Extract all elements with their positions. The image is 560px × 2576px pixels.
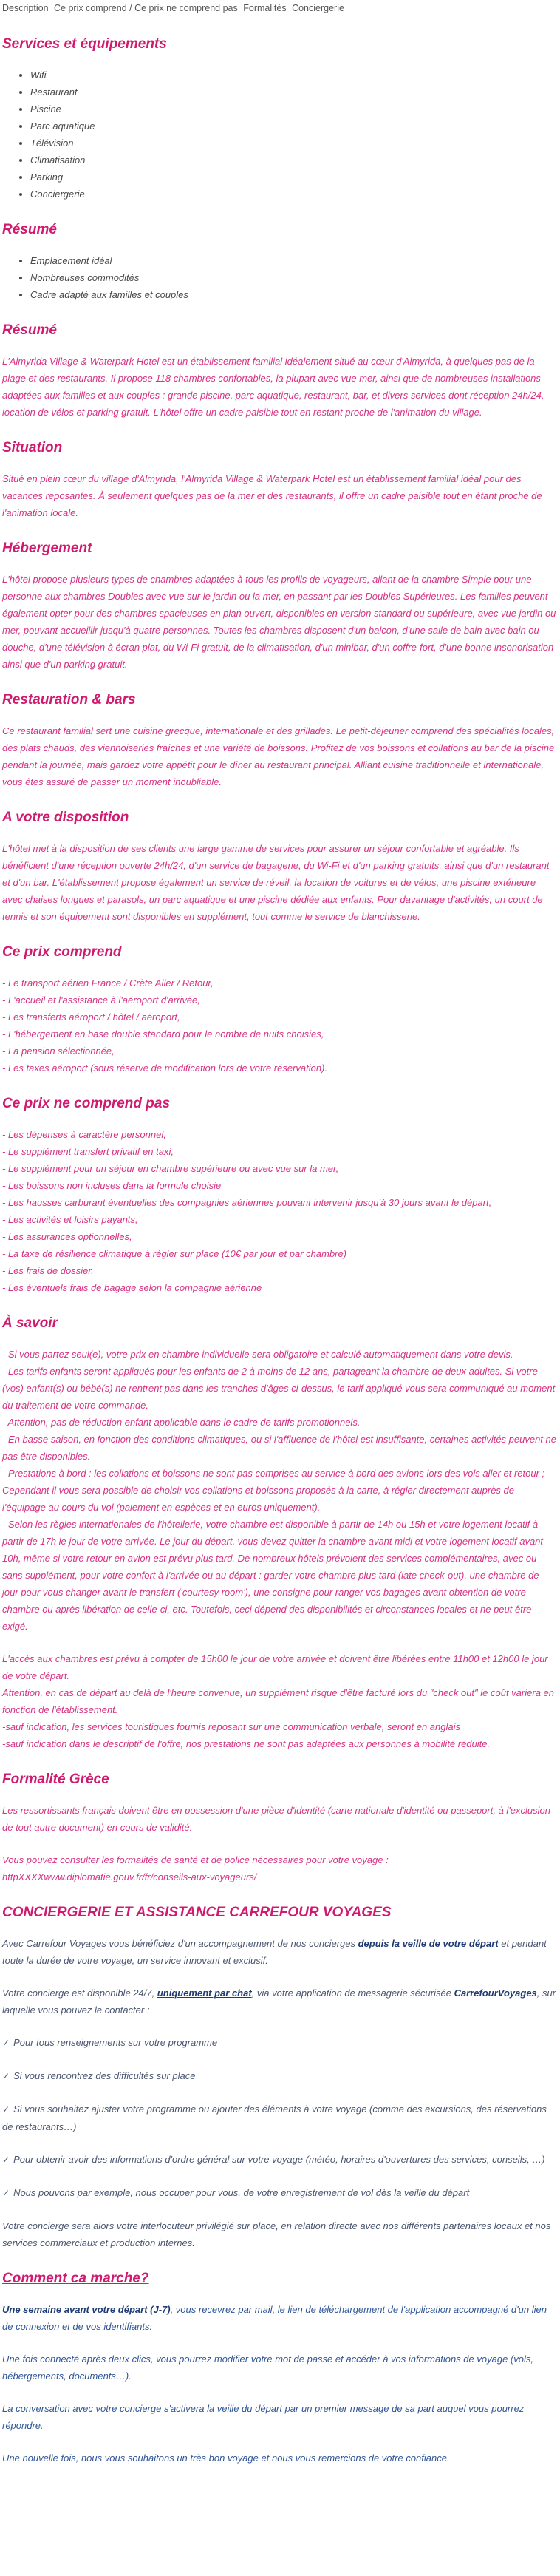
price-included-line: - Les taxes aéroport (sous réserve de modification lors de votre réservation). <box>2 1062 328 1074</box>
price-not-included-line: - La taxe de résilience climatique à régler sur place (10€ par jour et par chambre) <box>2 1248 347 1259</box>
price-included-line: - L'accueil et l'assistance à l'aéroport d'arrivée, <box>2 994 200 1006</box>
concierge-availability <box>2 1984 557 2019</box>
good-to-know-note: -sauf indication, les services touristiques fournis reposant sur une communication verbale, seront en anglais <box>2 1721 460 1732</box>
concierge-section <box>2 1903 557 2251</box>
service-item: • Télévision <box>30 135 557 152</box>
good-to-know-line: - Selon les règles internationales de l'hôtellerie, votre chambre est disponible à partir de 14h ou 15h et votre logement locatif à partir de 17h le jour de votre arrivée. Le jour du départ, vous devez quitter la chambre avant midi et votre logement locatif avant 10h, même si votre retour en avion est prévu plus tard. De nombreux hôtels prévoient des services complémentaires, avec ou sans supplément, pour votre confort à l'arrivée ou au départ : garder votre chambre plus tard (late check-out), une chambre de jour pour vous changer avant le transfert ('courtesy room'), une consigne pour ranger vos bagages avant obtention de votre chambre ou après libération de celle-ci, etc. Toutefois, ceci dépend des disponibilités et circonstances locales et ne peut être exigé. <box>2 1519 544 1632</box>
check-icon: ✓ <box>2 2104 10 2115</box>
price-not-included-line: - Les frais de dossier. <box>2 1265 94 1276</box>
highlights-list <box>2 252 557 303</box>
price-included-line: - La pension sélectionnée, <box>2 1045 115 1057</box>
service-item: • Restaurant <box>30 84 557 101</box>
price-not-included-line: - Les activités et loisirs payants, <box>2 1214 138 1225</box>
formalities-link: httpXXXXwww.diplomatie.gouv.fr/fr/conseils-aux-voyageurs/ <box>2 1871 257 1882</box>
concierge-intro-text-end: et pendant toute la durée de votre voyage, un service innovant et exclusif. <box>2 1938 547 1966</box>
price-not-included-line: - Les hausses carburant éventuelles des compagnies aériennes pouvant intervenir jusqu'à 30 jours avant le départ, <box>2 1197 492 1208</box>
concierge-title: CONCIERGERIE ET ASSISTANCE CARREFOUR VOYAGES <box>2 1905 392 1920</box>
price-not-included-line: - Les assurances optionnelles, <box>2 1231 132 1242</box>
how-it-works-step-1 <box>2 2301 557 2335</box>
service-item: • Piscine <box>30 101 557 118</box>
good-to-know-title: À savoir <box>2 1315 58 1331</box>
nav-link-formalities[interactable]: Formalités <box>243 3 287 13</box>
location-title: Situation <box>2 440 63 455</box>
concierge-check-text: Si vous rencontrez des difficultés sur place <box>13 2070 196 2081</box>
good-to-know-line: - Les tarifs enfants seront appliqués pour les enfants de 2 à moins de 12 ans, partageant la chambre de deux adultes. Si votre (vos) enfant(s) ou bébé(s) ne rentrent pas dans les tranches d'âges ci-dessus, le tarif appliqué vous sera communiqué au moment du traitement de votre commande. <box>2 1366 556 1411</box>
price-included-line: - Les transferts aéroport / hôtel / aéroport, <box>2 1011 180 1023</box>
check-icon: ✓ <box>2 2155 10 2165</box>
highlight-item: • Emplacement idéal <box>30 252 557 269</box>
good-to-know-note: -sauf indication dans le descriptif de l'offre, nos prestations ne sont pas adaptées aux personnes à mobilité réduite. <box>2 1738 491 1749</box>
check-icon: ✓ <box>2 2071 10 2081</box>
highlight-item: • Nombreuses commodités <box>30 269 557 286</box>
price-not-included-line: - Le supplément pour un séjour en chambre supérieure ou avec vue sur la mer, <box>2 1163 339 1174</box>
concierge-check-item <box>2 2034 557 2052</box>
good-to-know-line: - Attention, pas de réduction enfant applicable dans le cadre de tarifs promotionnels. <box>2 1417 361 1428</box>
service-item: • Conciergerie <box>30 186 557 203</box>
price-not-included-line: - Le supplément transfert privatif en taxi, <box>2 1146 174 1157</box>
concierge-availability-text: Votre concierge est disponible 24/7, <box>2 1987 157 1999</box>
formalities-title: Formalité Grèce <box>2 1772 109 1787</box>
section-nav <box>2 0 557 17</box>
concierge-chat-only: uniquement par chat <box>157 1987 252 1999</box>
concierge-check-text: Si vous souhaitez ajuster votre programme ou ajouter des éléments à votre voyage (comme des excursions, des réservations de restaurants…) <box>2 2104 547 2132</box>
price-not-included-title: Ce prix ne comprend pas <box>2 1096 171 1111</box>
location-section <box>2 438 557 521</box>
nav-link-concierge[interactable]: Conciergerie <box>292 3 344 13</box>
concierge-intro-text: Avec Carrefour Voyages vous bénéficiez d'un accompagnement de nos concierges <box>2 1938 358 1949</box>
concierge-availability-mid: , via votre application de messagerie sécurisée <box>251 1987 454 1999</box>
formalities-id-text: Les ressortissants français doivent être en possession d'une pièce d'identité (carte nationale d'identité ou passeport, à l'exclusion de tout autre document) en cours de validité. <box>2 1805 550 1833</box>
facilities-section <box>2 808 557 925</box>
dining-section <box>2 691 557 790</box>
how-it-works-section <box>2 2269 557 2467</box>
dining-text: Ce restaurant familial sert une cuisine grecque, internationale et des grillades. Le petit-déjeuner comprend des spécialités locales, des plats chauds, des viennoiseries fraîches et une variété de boissons. Profitez de vos boissons et collations au bar de la piscine pendant la journée, mais gardez votre appétit pour le dîner au restaurant principal. Alliant cuisine traditionnelle et internationale, vous êtes assuré de passer un moment inoubliable. <box>2 725 555 787</box>
concierge-check-text: Nous pouvons par exemple, nous occuper pour vous, de votre enregistrement de vol dès la veille du départ <box>13 2187 470 2198</box>
price-not-included-section <box>2 1094 557 1296</box>
how-it-works-step-1-text: , vous recevrez par mail, le lien de téléchargement de l'application accompagné d'un lien de connexion et de vos identifiants. <box>2 2304 547 2332</box>
concierge-check-item <box>2 2067 557 2085</box>
service-item: • Parking <box>30 169 557 186</box>
concierge-app-name: CarrefourVoyages <box>454 1987 537 1999</box>
formalities-health-block <box>2 1851 557 1885</box>
concierge-check-item <box>2 2151 557 2169</box>
formalities-section <box>2 1770 557 1885</box>
summary-section <box>2 321 557 421</box>
service-item: • Climatisation <box>30 152 557 169</box>
price-not-included-line: - Les dépenses à caractère personnel, <box>2 1129 166 1140</box>
dining-title: Restauration & bars <box>2 692 136 708</box>
how-it-works-step-1-bold: Une semaine avant votre départ (J-7) <box>2 2304 171 2315</box>
good-to-know-notes <box>2 1650 557 1752</box>
highlights-title: Résumé <box>2 222 57 237</box>
services-section <box>2 35 557 203</box>
concierge-availability-end: , sur laquelle vous pouvez le contacter : <box>2 1987 556 2016</box>
price-not-included-line: - Les boissons non incluses dans la formule choisie <box>2 1180 222 1191</box>
facilities-title: A votre disposition <box>2 810 129 825</box>
accommodation-title: Hébergement <box>2 540 92 556</box>
how-it-works-step-3: La conversation avec votre concierge s'activera la veille du départ par un premier message de sa part auquel vous pourrez répondre. <box>2 2403 525 2431</box>
concierge-check-text: Pour obtenir avoir des informations d'ordre général sur votre voyage (météo, horaires d'ouvertures des services, conseils, …) <box>13 2154 545 2165</box>
check-icon: ✓ <box>2 2188 10 2198</box>
check-icon: ✓ <box>2 2038 10 2048</box>
service-item: • Parc aquatique <box>30 118 557 135</box>
service-item: • Wifi <box>30 67 557 84</box>
price-included-line: - Le transport aérien France / Crète Aller / Retour, <box>2 977 214 989</box>
services-list <box>2 67 557 203</box>
how-it-works-step-2: Une fois connecté après deux clics, vous pourrez modifier votre mot de passe et accéder à vos informations de voyage (vols, hébergements, documents…). <box>2 2353 533 2382</box>
how-it-works-closing: Une nouvelle fois, nous vous souhaitons un très bon voyage et nous vous remercions de votre confiance. <box>2 2453 450 2464</box>
highlight-item: • Cadre adapté aux familles et couples <box>30 286 557 303</box>
price-included-title: Ce prix comprend <box>2 944 122 960</box>
summary-text: L'Almyrida Village & Waterpark Hotel est un établissement familial idéalement situé au cœur d'Almyrida, à quelques pas de la plage et des restaurants. Il propose 118 chambres confortables, la plupart avec vue mer, ainsi que de nombreuses installations adaptées aux familles et aux couples : grande piscine, parc aquatique, restaurant, bar, et divers services dont réception 24h/24, location de vélos et parking gratuit. L'hôtel offre un cadre paisible tout en restant proche de l'animation du village. <box>2 356 544 418</box>
how-it-works-title: Comment ca marche? <box>2 2271 149 2286</box>
accommodation-text: L'hôtel propose plusieurs types de chambres adaptées à tous les profils de voyageurs, allant de la chambre Simple pour une personne aux chambres Doubles avec vue sur le jardin ou la mer, en passant par les Doubles Supérieures. Les familles peuvent également opter pour des chambres spacieuses en plan ouvert, disponibles en version standard ou supérieure, avec vue jardin ou mer, pouvant accueillir jusqu'à quatre personnes. Toutes les chambres disposent d'un balcon, d'une salle de bain avec bain ou douche, d'une télévision à écran plat, du Wi-Fi gratuit, de la climatisation, d'un minibar, d'un coffre-fort, d'une bonne insonorisation ainsi que d'un parking gratuit. <box>2 574 556 670</box>
good-to-know-section <box>2 1314 557 1752</box>
good-to-know-line: - Si vous partez seul(e), votre prix en chambre individuelle sera obligatoire et calculé automatiquement dans votre devis. <box>2 1349 513 1360</box>
good-to-know-line: - En basse saison, en fonction des conditions climatiques, ou si l'affluence de l'hôtel est insuffisante, certaines activités peuvent ne pas être disponibles. <box>2 1434 557 1462</box>
good-to-know-note: L'accès aux chambres est prévu à compter de 15h00 le jour de votre arrivée et doivent être libérées entre 11h00 et 12h00 le jour de votre départ. <box>2 1653 548 1681</box>
services-title: Services et équipements <box>2 36 167 52</box>
concierge-closing: Votre concierge sera alors votre interlocuteur privilégié sur place, en relation directe avec nos différents partenaires locaux et nos services commerciaux et production internes. <box>2 2220 551 2248</box>
location-text: Situé en plein cœur du village d'Almyrida, l'Almyrida Village & Waterpark Hotel est un établissement familial idéal pour des vacances reposantes. À seulement quelques pas de la mer et des restaurants, il offre un cadre paisible tout en étant proche de l'animation locale. <box>2 473 542 518</box>
accommodation-section <box>2 539 557 673</box>
concierge-check-text: Pour tous renseignements sur votre programme <box>13 2037 218 2048</box>
concierge-intro <box>2 1935 557 1969</box>
summary-title: Résumé <box>2 322 57 338</box>
concierge-intro-bold: depuis la veille de votre départ <box>358 1938 499 1949</box>
price-included-section <box>2 943 557 1077</box>
good-to-know-note: Attention, en cas de départ au delà de l'heure convenue, un supplément risque d'être facturé lors du "check out" le coût variera en fonction de l'établissement. <box>2 1687 554 1715</box>
facilities-text: L'hôtel met à la disposition de ses clients une large gamme de services pour assurer un séjour confortable et agréable. Ils bénéficient d'une réception ouverte 24h/24, d'un service de bagagerie, du Wi-Fi et d'un parking gratuits, ainsi que d'un restaurant et d'un bar. L'établissement propose également un service de réveil, la location de voitures et de vélos, une piscine extérieure avec chaises longues et parasols, un parc aquatique et une piscine dédiée aux enfants. Pour davantage d'activités, un court de tennis et son équipement sont disponibles en supplément, tout comme le service de blanchisserie. <box>2 843 550 922</box>
price-not-included-line: - Les éventuels frais de bagage selon la compagnie aérienne <box>2 1282 262 1293</box>
nav-link-prices[interactable]: Ce prix comprend / Ce prix ne comprend pas <box>54 3 238 13</box>
price-included-line: - L'hébergement en base double standard pour le nombre de nuits choisies, <box>2 1028 324 1040</box>
nav-link-description[interactable]: Description <box>2 3 49 13</box>
concierge-check-item <box>2 2101 557 2135</box>
highlights-section <box>2 220 557 303</box>
good-to-know-line: - Prestations à bord : les collations et boissons ne sont pas comprises au service à bord des avions lors des vols aller et retour ; Cependant il vous sera possible de choisir vos collations et boissons proposés à la carte, à régler directement auprès de l'équipage au cours du vol (paiement en espèces et en euros uniquement). <box>2 1468 545 1513</box>
formalities-health-text: Vous pouvez consulter les formalités de santé et de police nécessaires pour votre voyage : <box>2 1854 389 1865</box>
concierge-check-item <box>2 2184 557 2202</box>
